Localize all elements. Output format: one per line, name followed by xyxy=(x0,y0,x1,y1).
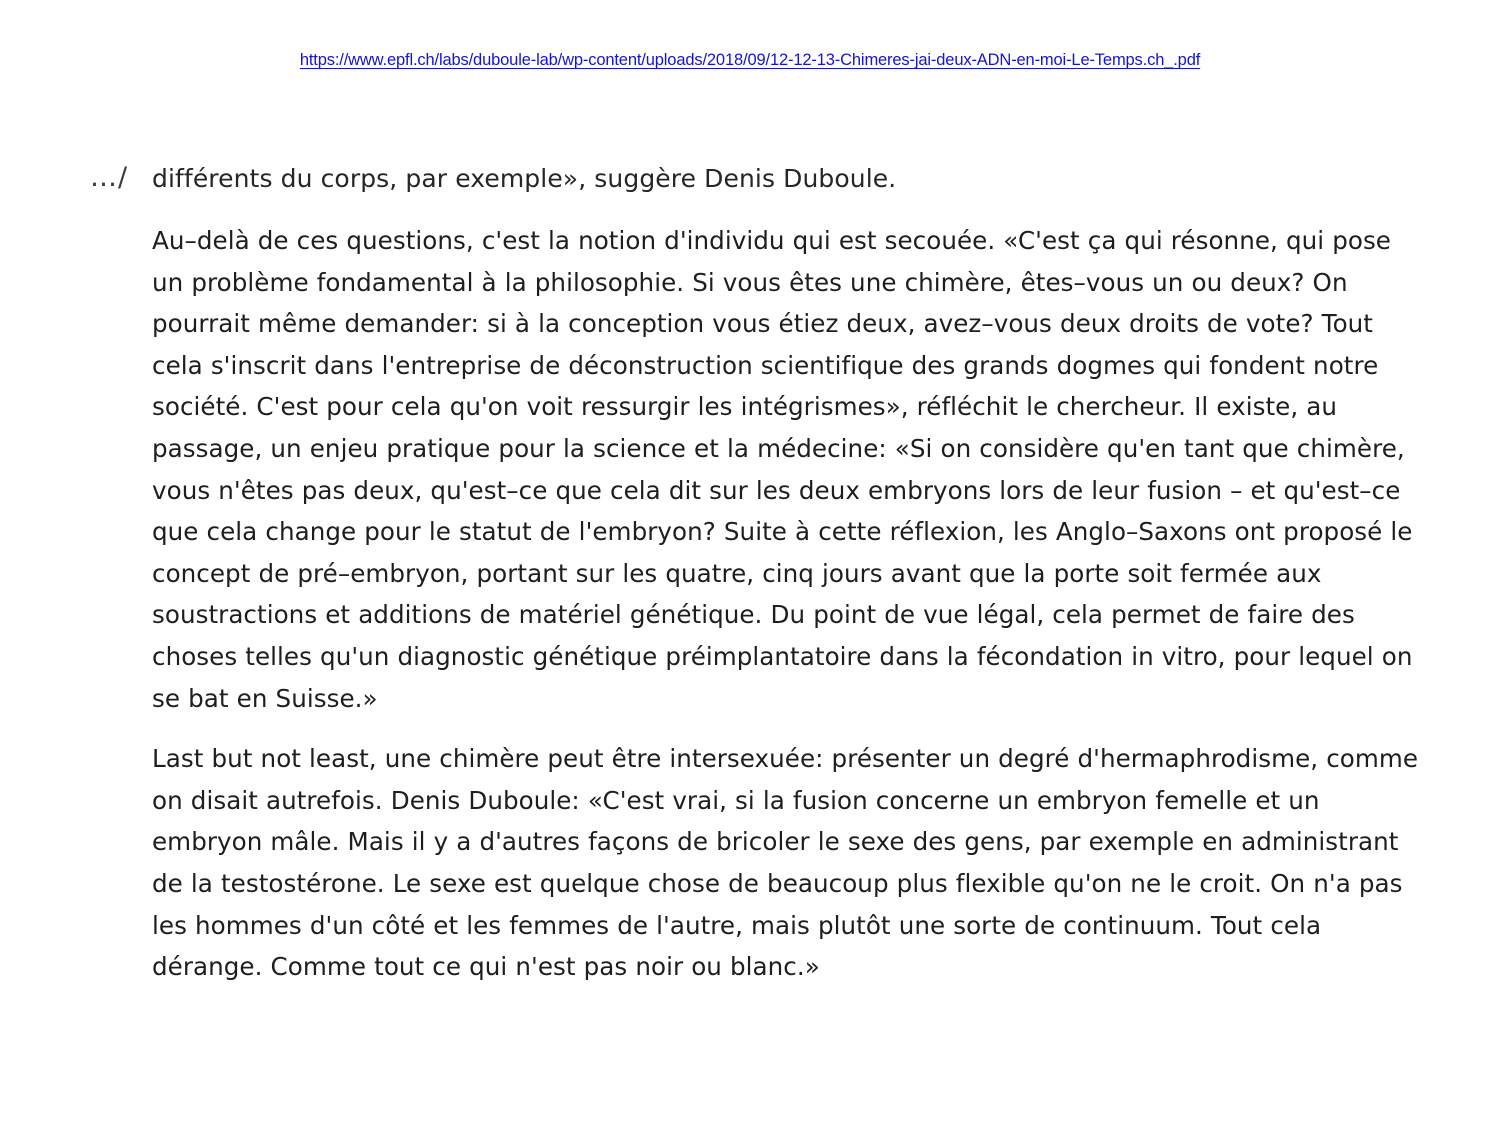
paragraph-line: les hommes d'un côté et les femmes de l'autre, mais plutôt une sorte de continuum. Tout cela xyxy=(152,910,1322,940)
paragraph-2 xyxy=(152,738,1419,988)
paragraph-line: Last but not least, une chimère peut être intersexuée: présenter un degré d'hermaphrodisme, comme xyxy=(152,744,1419,774)
paragraph-line: dérange. Comme tout ce qui n'est pas noir ou blanc.» xyxy=(152,952,820,982)
paragraph-line: vous n'êtes pas deux, qu'est–ce que cela dit sur les deux embryons lors de leur fusion – et qu'est–ce xyxy=(152,475,1401,505)
paragraph-line: Au–delà de ces questions, c'est la notion d'individu qui est secouée. «C'est ça qui résonne, qui pose xyxy=(152,226,1391,255)
paragraph-line: on disait autrefois. Denis Duboule: «C'est vrai, si la fusion concerne un embryon femelle et un xyxy=(152,785,1320,815)
paragraph-line: un problème fondamental à la philosophie. Si vous êtes une chimère, êtes–vous un ou deux? On xyxy=(152,267,1348,297)
paragraph-line: choses telles qu'un diagnostic génétique préimplantatoire dans la fécondation in vitro, pour lequel on xyxy=(152,641,1413,671)
paragraph-line: pourrait même demander: si à la conception vous étiez deux, avez–vous deux droits de vote? Tout xyxy=(152,309,1373,339)
paragraph-1 xyxy=(152,220,1413,719)
paragraph-line: embryon mâle. Mais il y a d'autres façons de bricoler le sexe des gens, par exemple en administrant xyxy=(152,827,1399,857)
paragraph-line: soustractions et additions de matériel génétique. Du point de vue légal, cela permet de faire des xyxy=(152,600,1355,630)
paragraph-line: se bat en Suisse.» xyxy=(152,683,378,713)
paragraph-line: passage, un enjeu pratique pour la science et la médecine: «Si on considère qu'en tant que chimère, xyxy=(152,433,1405,463)
article-body xyxy=(90,158,1419,988)
paragraph-line: que cela change pour le statut de l'embryon? Suite à cette réflexion, les Anglo–Saxons ont proposé le xyxy=(152,517,1413,547)
paragraph-line: concept de pré–embryon, portant sur les quatre, cinq jours avant que la porte soit fermée aux xyxy=(152,558,1322,588)
paragraph-line: de la testostérone. Le sexe est quelque chose de beaucoup plus flexible qu'on ne le croit. On n'a pas xyxy=(152,868,1403,898)
source-url-row xyxy=(0,52,1500,69)
paragraph-line: société. C'est pour cela qu'on voit ressurgir les intégrismes», réfléchit le chercheur. Il existe, au xyxy=(152,392,1338,422)
continuation-marker: …/ xyxy=(90,162,129,193)
paragraph-line: cela s'inscrit dans l'entreprise de déconstruction scientifique des grands dogmes qui fondent notre xyxy=(152,350,1379,380)
lead-line xyxy=(90,158,1407,200)
source-url-link[interactable]: https://www.epfl.ch/labs/duboule-lab/wp-content/uploads/2018/09/12-12-13-Chimeres-jai-deux-ADN-en-moi-Le-Temps.ch_.pdf xyxy=(299,51,1201,69)
lead-line-text: différents du corps, par exemple», suggère Denis Duboule. xyxy=(152,164,897,193)
